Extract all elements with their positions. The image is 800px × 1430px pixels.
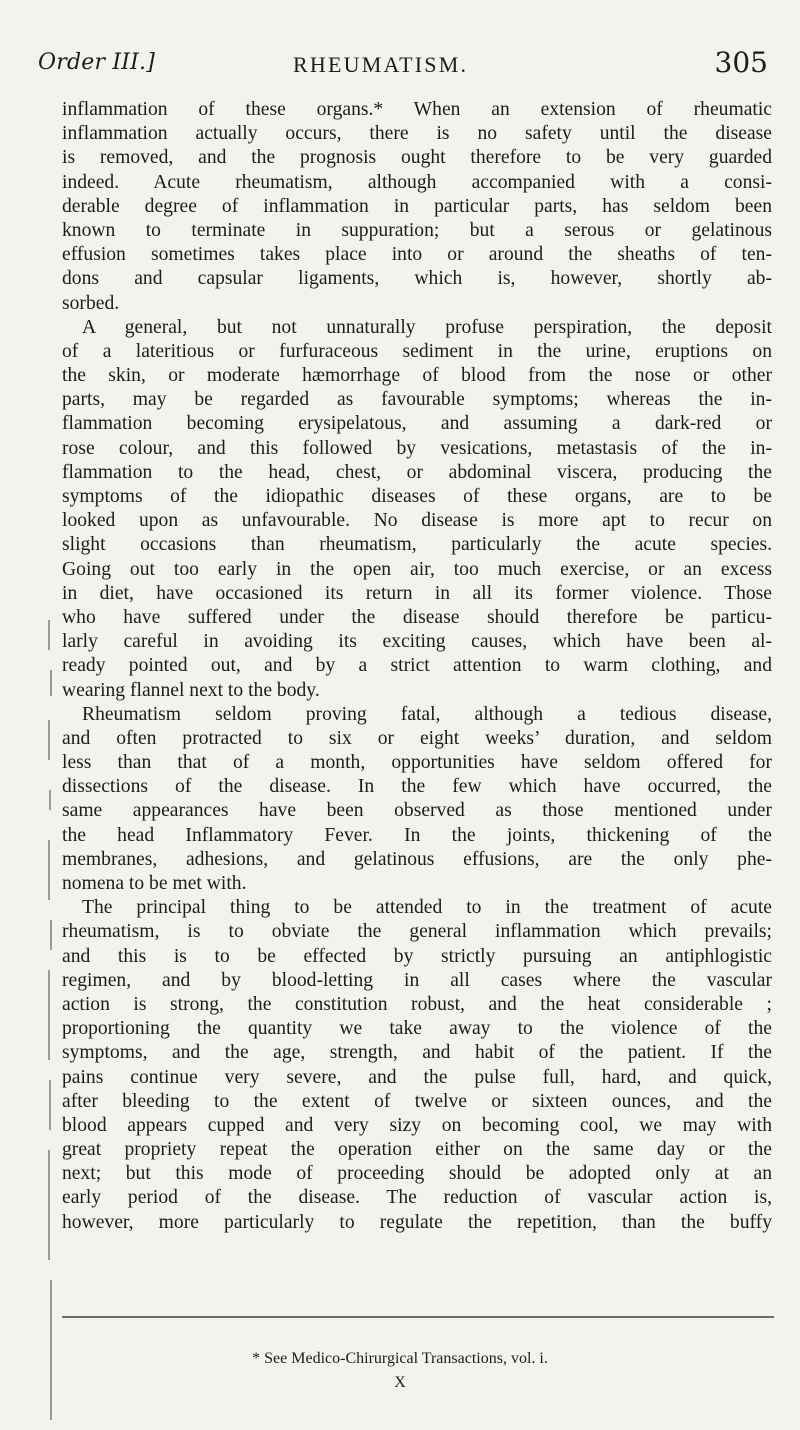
text-line: same appearances have been observed as those mentioned under [62, 800, 772, 822]
page-number: 305 [714, 46, 768, 79]
body-text [62, 98, 772, 1235]
text-line: The principal thing to be attended to in the treatment of acute [82, 897, 772, 919]
text-line: Rheumatism seldom proving fatal, although a tedious disease, [82, 703, 772, 725]
text-line: derable degree of inflammation in particular parts, has seldom been [62, 195, 772, 217]
binding-shadow [48, 620, 54, 1420]
footnote-rule [62, 1316, 774, 1318]
running-header [38, 48, 768, 98]
text-line: effusion sometimes takes place into or around the sheaths of ten- [62, 244, 772, 266]
text-line: regimen, and by blood-letting in all cases where the vascular [62, 969, 772, 991]
text-line: known to terminate in suppuration; but a serous or gelatinous [62, 219, 772, 241]
text-line: inflammation actually occurs, there is no safety until the disease [62, 123, 772, 145]
text-line: in diet, have occasioned its return in all its former violence. Those [62, 582, 772, 604]
text-line: and this is to be effected by strictly pursuing an antiphlogistic [62, 945, 772, 967]
text-line: and often protracted to six or eight weeks’ duration, and seldom [62, 727, 772, 749]
text-line: A general, but not unnaturally profuse perspiration, the deposit [82, 316, 772, 338]
text-line: Going out too early in the open air, too much exercise, or an excess [62, 558, 772, 580]
text-line: inflammation of these organs.* When an extension of rheumatic [62, 99, 772, 120]
text-line: indeed. Acute rheumatism, although accompanied with a consi- [62, 171, 772, 193]
signature-mark: X [394, 1374, 406, 1391]
text-line: symptoms, and the age, strength, and habit of the patient. If the [62, 1042, 772, 1064]
text-line: membranes, adhesions, and gelatinous effusions, are the only phe- [62, 848, 772, 870]
text-line: however, more particularly to regulate the repetition, than the buffy [62, 1211, 772, 1233]
text-line: is removed, and the prognosis ought therefore to be very guarded [62, 147, 772, 169]
text-line: flammation to the head, chest, or abdominal viscera, producing the [62, 461, 772, 483]
text-line: the head Inflammatory Fever. In the joints, thickening of the [62, 824, 772, 846]
text-line: sorbed. [62, 292, 120, 314]
text-line: nomena to be met with. [62, 873, 247, 894]
text-line: next; but this mode of proceeding should be adopted only at an [62, 1163, 772, 1185]
text-line: early period of the disease. The reduction of vascular action is, [62, 1187, 772, 1209]
text-line: flammation becoming erysipelatous, and assuming a dark-red or [62, 413, 772, 435]
footnote: * See Medico-Chirurgical Transactions, vol. i. [252, 1350, 548, 1367]
text-line: who have suffered under the disease should therefore be particu- [62, 606, 772, 628]
text-line: great propriety repeat the operation either on the same day or the [62, 1139, 772, 1161]
text-line: symptoms of the idiopathic diseases of these organs, are to be [62, 486, 772, 507]
text-line: rose colour, and this followed by vesications, metastasis of the in- [62, 437, 772, 459]
text-line: action is strong, the constitution robust, and the heat considerable ; [62, 993, 772, 1015]
text-line: pains continue very severe, and the pulse full, hard, and quick, [62, 1066, 772, 1088]
text-line: ready pointed out, and by a strict attention to warm clothing, and [62, 655, 772, 677]
header-order: Order III.] [38, 50, 156, 75]
text-line: less than that of a month, opportunities have seldom offered for [62, 752, 772, 774]
text-line: rheumatism, is to obviate the general inflammation which prevails; [62, 921, 772, 943]
text-line: wearing flannel next to the body. [62, 679, 320, 701]
text-line: looked upon as unfavourable. No disease is more apt to recur on [62, 510, 772, 532]
text-line: of a lateritious or furfuraceous sediment in the urine, eruptions on [62, 340, 772, 362]
header-title: RHEUMATISM. [293, 52, 469, 77]
text-line: parts, may be regarded as favourable symptoms; whereas the in- [62, 389, 772, 411]
text-line: after bleeding to the extent of twelve or sixteen ounces, and the [62, 1090, 772, 1112]
text-line: dons and capsular ligaments, which is, however, shortly ab- [62, 268, 772, 290]
text-line: slight occasions than rheumatism, particularly the acute species. [62, 534, 772, 556]
text-line: the skin, or moderate hæmorrhage of blood from the nose or other [62, 365, 772, 387]
text-line: blood appears cupped and very sizy on becoming cool, we may with [62, 1114, 772, 1136]
text-line: proportioning the quantity we take away to the violence of the [62, 1018, 772, 1040]
text-line: larly careful in avoiding its exciting causes, which have been al- [62, 631, 772, 653]
text-line: dissections of the disease. In the few which have occurred, the [62, 776, 772, 798]
